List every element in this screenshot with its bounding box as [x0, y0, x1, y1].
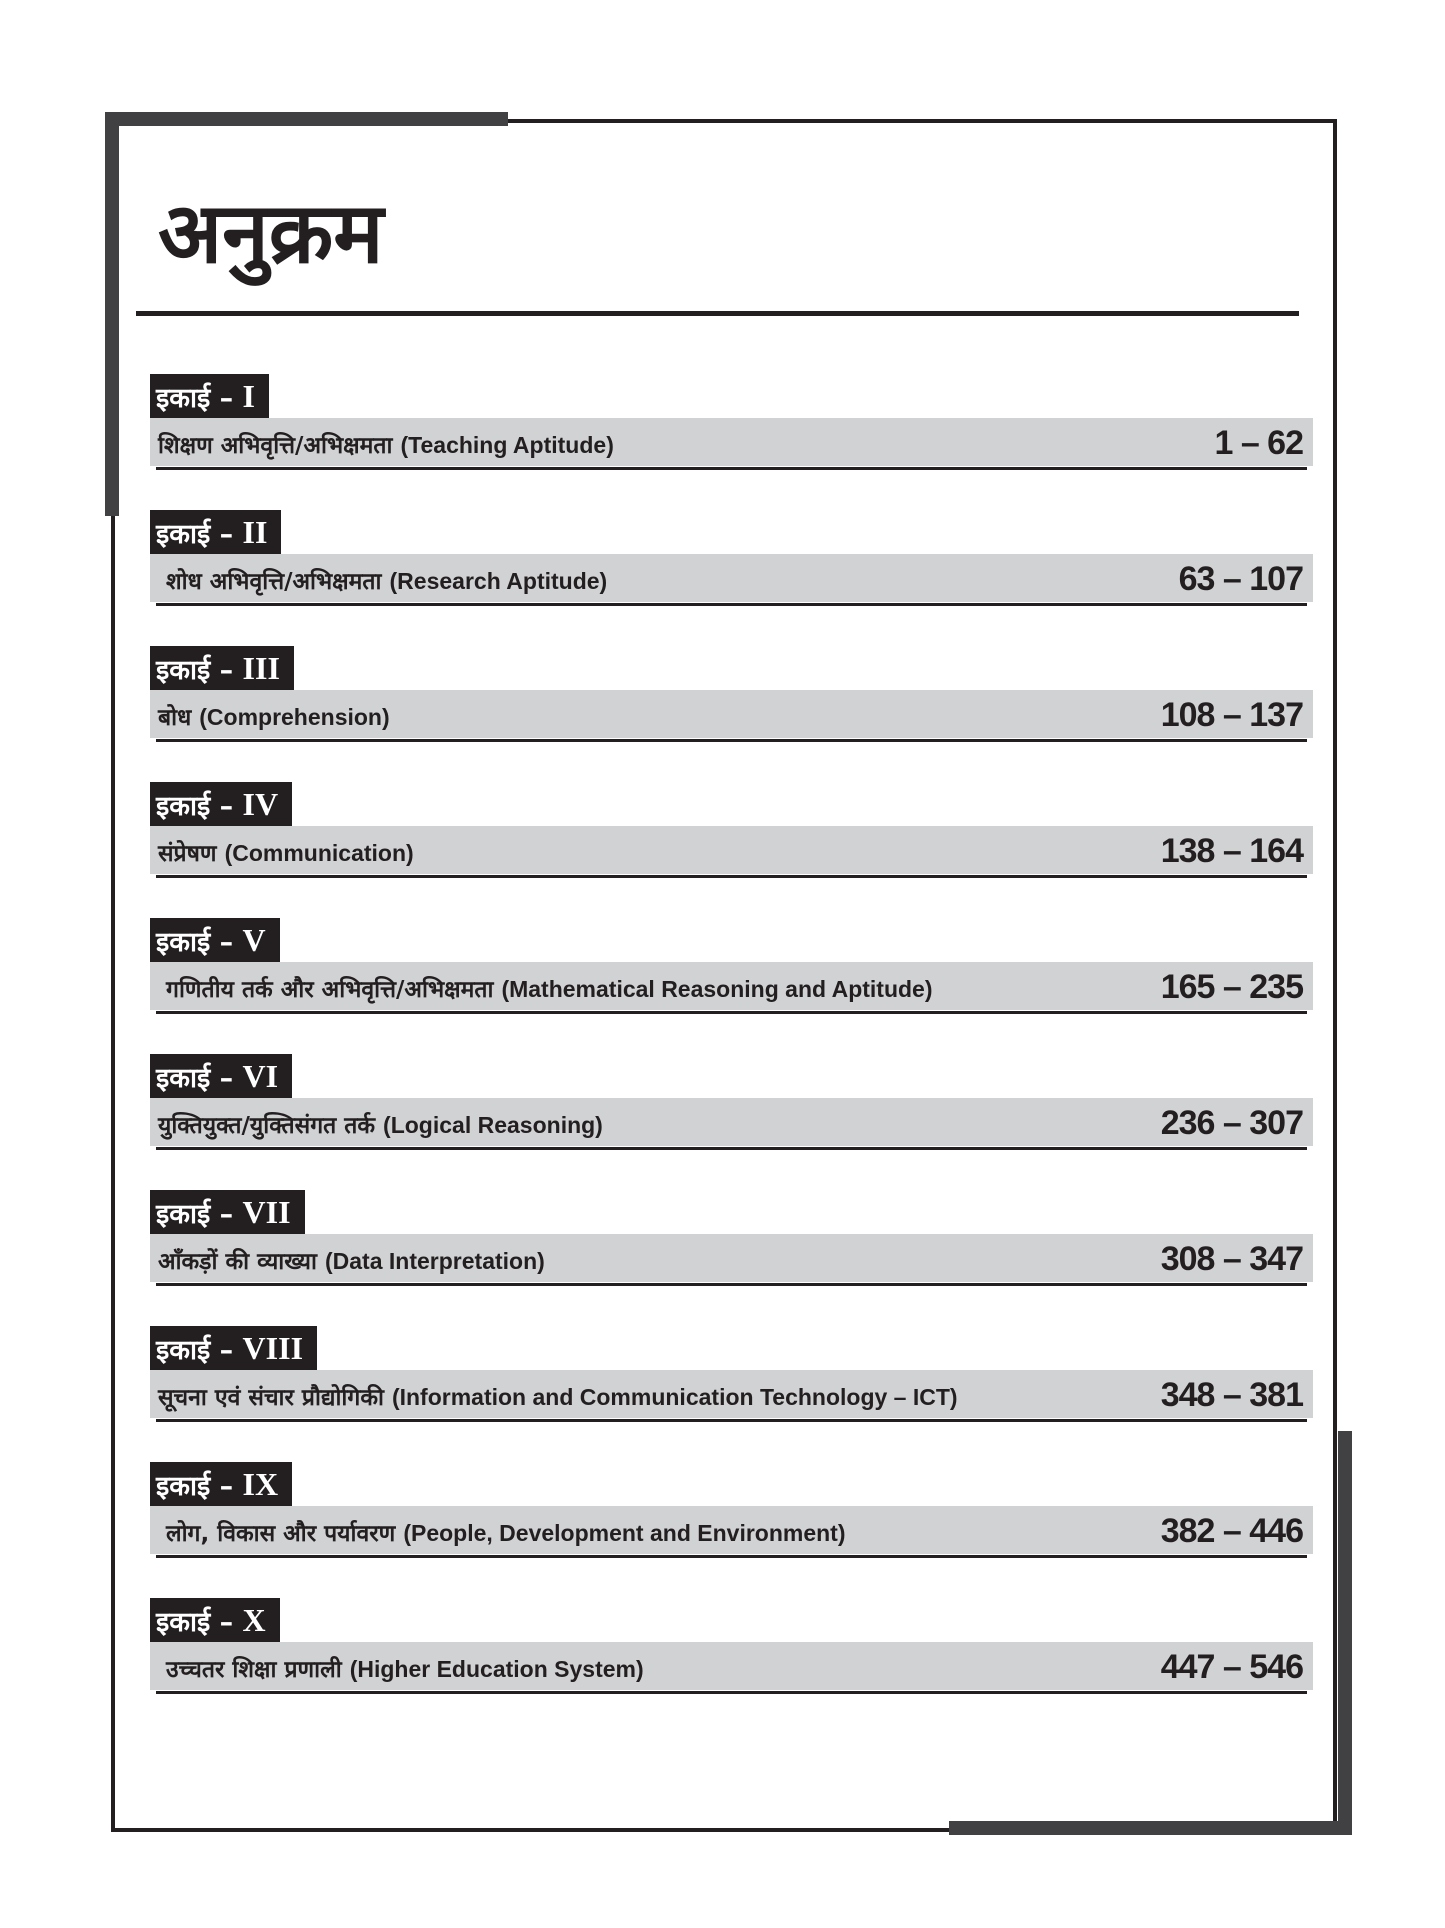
frame-accent-right: [1338, 1431, 1352, 1835]
unit-row[interactable]: [150, 418, 1313, 466]
unit-title-hindi: लोग, विकास और पर्यावरण: [166, 1521, 404, 1547]
frame-accent-top: [105, 112, 508, 126]
unit-label: [150, 1462, 292, 1506]
unit-title-hindi: गणितीय तर्क और अभिवृत्ति/अभिक्षमता: [166, 977, 502, 1003]
unit-title: [158, 1370, 958, 1425]
unit-title-english: (Communication): [224, 840, 414, 866]
unit-numeral: VI: [242, 1058, 279, 1094]
unit-title-hindi: आँकड़ों की व्याख्या: [158, 1249, 325, 1275]
unit-title-english: (Research Aptitude): [389, 568, 608, 594]
unit-entry: [150, 646, 1313, 782]
unit-label: [150, 918, 280, 962]
unit-numeral: VII: [242, 1194, 291, 1230]
unit-title: [166, 1642, 644, 1697]
unit-title-english: (Information and Communication Technology – ICT): [391, 1384, 958, 1410]
unit-label: [150, 374, 269, 418]
unit-page-range: 1 – 62: [1214, 424, 1303, 462]
unit-title-hindi: बोध: [158, 705, 200, 731]
unit-label-text: इकाई –: [156, 1607, 243, 1638]
unit-entry: [150, 918, 1313, 1054]
unit-numeral: IV: [242, 786, 279, 822]
unit-label-text: इकाई –: [156, 1063, 243, 1094]
unit-page-range: 308 – 347: [1160, 1240, 1303, 1278]
unit-row[interactable]: [150, 1234, 1313, 1282]
unit-title-hindi: उच्चतर शिक्षा प्रणाली: [166, 1657, 350, 1683]
unit-entry: [150, 1462, 1313, 1598]
unit-title: [166, 1506, 846, 1561]
unit-label-text: इकाई –: [156, 1335, 243, 1366]
unit-page-range: 165 – 235: [1160, 968, 1303, 1006]
unit-label-text: इकाई –: [156, 1199, 243, 1230]
unit-title-english: (People, Development and Environment): [403, 1520, 846, 1546]
contents-list: [150, 374, 1313, 1734]
unit-row[interactable]: [150, 1098, 1313, 1146]
frame-accent-left: [105, 112, 119, 516]
frame-accent-bottom: [949, 1821, 1352, 1835]
unit-label: [150, 510, 281, 554]
unit-numeral: X: [242, 1602, 266, 1638]
unit-label: [150, 782, 292, 826]
unit-label-text: इकाई –: [156, 791, 243, 822]
unit-label-text: इकाई –: [156, 655, 243, 686]
unit-row[interactable]: [150, 554, 1313, 602]
unit-numeral: I: [242, 378, 255, 414]
unit-label: [150, 1190, 305, 1234]
unit-entry: [150, 782, 1313, 918]
unit-entry: [150, 1326, 1313, 1462]
unit-page-range: 63 – 107: [1178, 560, 1303, 598]
unit-label: [150, 646, 294, 690]
unit-title: [158, 418, 614, 473]
unit-title: [158, 1234, 545, 1289]
unit-page-range: 138 – 164: [1160, 832, 1303, 870]
unit-page-range: 236 – 307: [1160, 1104, 1303, 1142]
unit-title-hindi: शिक्षण अभिवृत्ति/अभिक्षमता: [158, 433, 401, 459]
unit-label-text: इकाई –: [156, 927, 243, 958]
unit-row[interactable]: [150, 1642, 1313, 1690]
unit-entry: [150, 374, 1313, 510]
unit-row[interactable]: [150, 962, 1313, 1010]
unit-title-hindi: संप्रेषण: [158, 841, 225, 867]
unit-title-english: (Data Interpretation): [325, 1248, 545, 1274]
unit-entry: [150, 1190, 1313, 1326]
unit-page-range: 108 – 137: [1160, 696, 1303, 734]
unit-title-hindi: सूचना एवं संचार प्रौद्योगिकी: [158, 1385, 392, 1411]
unit-label-text: इकाई –: [156, 1471, 243, 1502]
unit-title: [166, 962, 933, 1017]
unit-numeral: III: [242, 650, 280, 686]
unit-numeral: V: [242, 922, 266, 958]
unit-page-range: 348 – 381: [1160, 1376, 1303, 1414]
unit-title-english: (Mathematical Reasoning and Aptitude): [501, 976, 933, 1002]
unit-page-range: 382 – 446: [1160, 1512, 1303, 1550]
unit-label: [150, 1054, 292, 1098]
unit-title: [158, 826, 414, 881]
unit-title: [158, 690, 390, 745]
unit-entry: [150, 510, 1313, 646]
unit-label: [150, 1598, 280, 1642]
unit-row[interactable]: [150, 1506, 1313, 1554]
unit-page-range: 447 – 546: [1160, 1648, 1303, 1686]
unit-title-english: (Logical Reasoning): [383, 1112, 603, 1138]
unit-title-hindi: शोध अभिवृत्ति/अभिक्षमता: [166, 569, 390, 595]
unit-label-text: इकाई –: [156, 383, 243, 414]
page-title: अनुक्रम: [158, 184, 384, 282]
title-underline: [136, 311, 1299, 316]
unit-title-english: (Teaching Aptitude): [400, 432, 614, 458]
unit-numeral: IX: [242, 1466, 279, 1502]
unit-title-hindi: युक्तियुक्त/युक्तिसंगत तर्क: [158, 1113, 384, 1139]
unit-title: [158, 1098, 603, 1153]
unit-label-text: इकाई –: [156, 519, 243, 550]
unit-entry: [150, 1598, 1313, 1734]
unit-numeral: II: [242, 514, 268, 550]
unit-entry: [150, 1054, 1313, 1190]
unit-title-english: (Comprehension): [199, 704, 390, 730]
unit-row[interactable]: [150, 1370, 1313, 1418]
unit-title: [166, 554, 607, 609]
unit-row[interactable]: [150, 826, 1313, 874]
unit-label: [150, 1326, 317, 1370]
unit-title-english: (Higher Education System): [349, 1656, 644, 1682]
unit-numeral: VIII: [242, 1330, 304, 1366]
unit-row[interactable]: [150, 690, 1313, 738]
